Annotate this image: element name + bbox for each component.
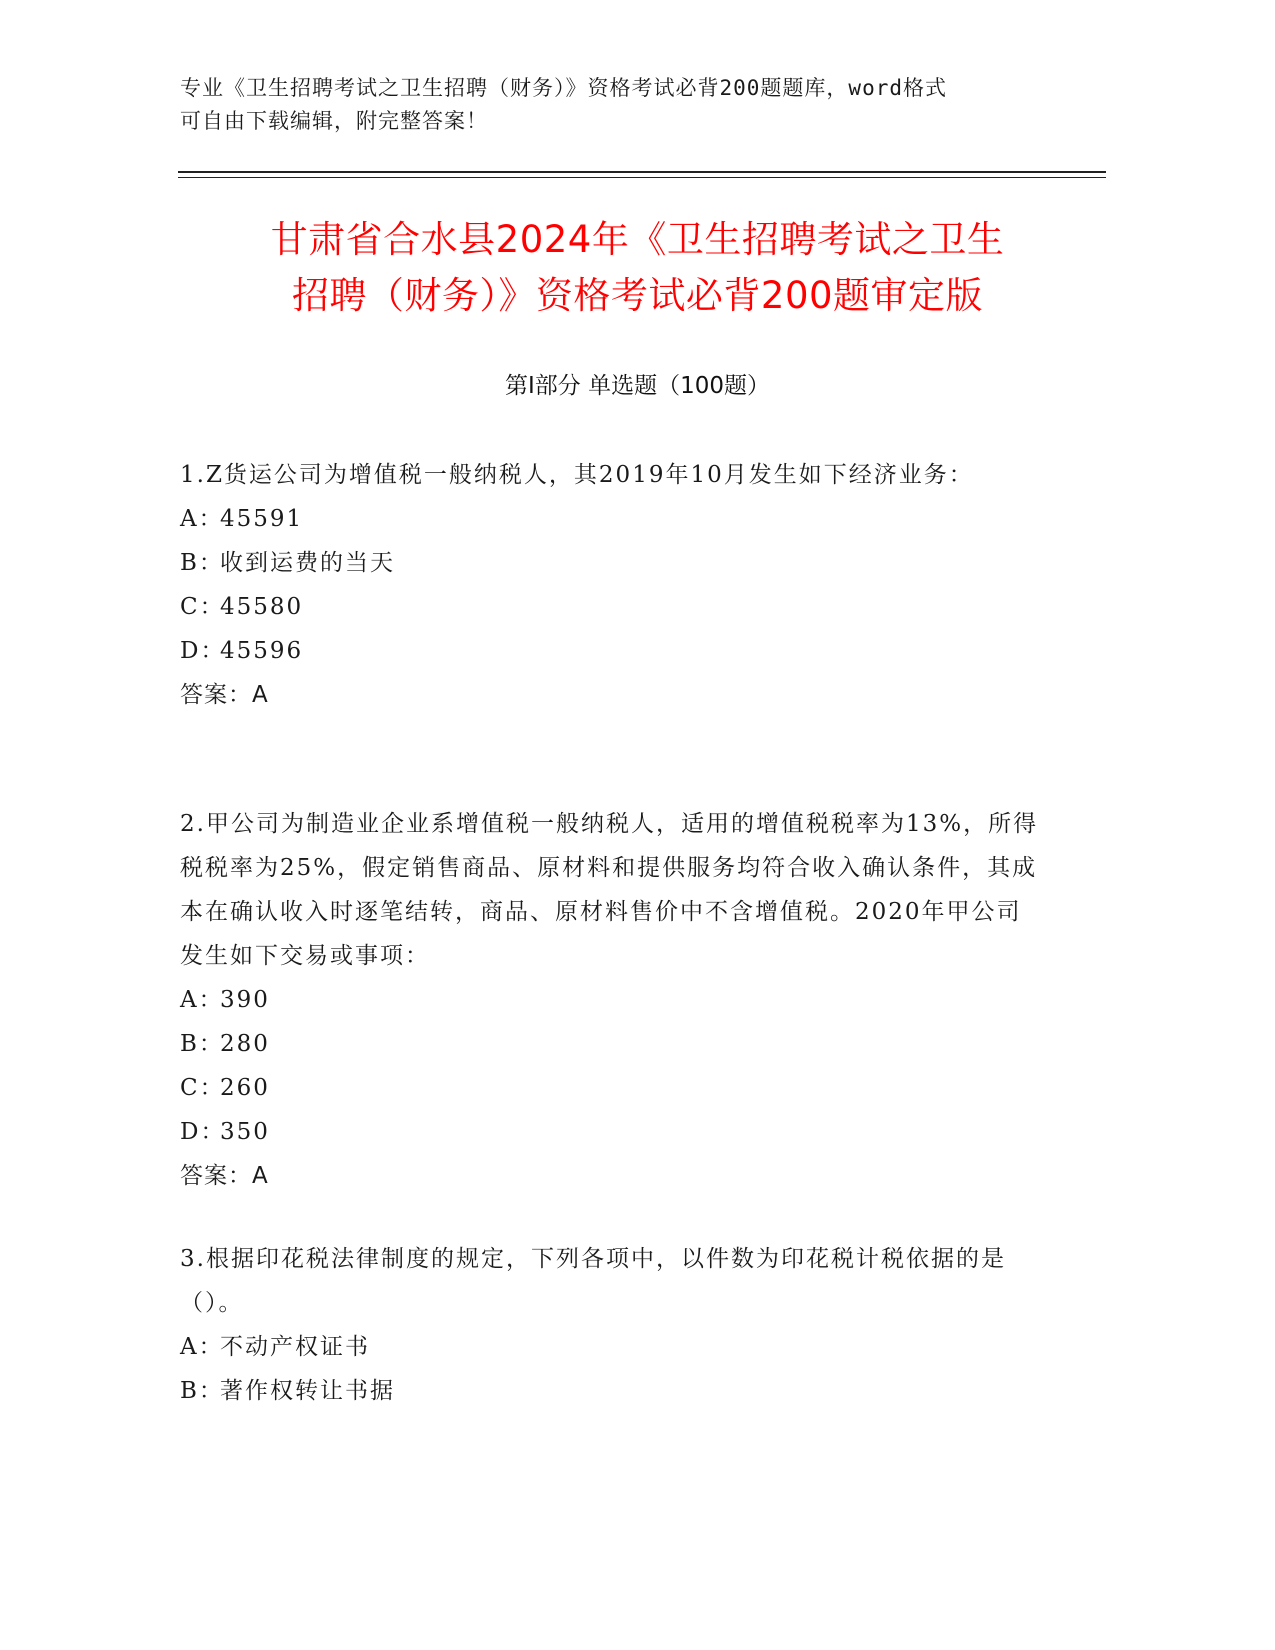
header-divider-thick	[178, 171, 1106, 173]
question-stem: 3.根据印花税法律制度的规定，下列各项中，以件数为印花税计税依据的是（）。	[180, 1246, 1006, 1316]
option-key: B：	[180, 1378, 224, 1404]
question-2	[180, 802, 1040, 1198]
option-key: A：	[180, 506, 224, 532]
option-c	[180, 585, 1040, 629]
question-stem: 1.Z货运公司为增值税一般纳税人，其2019年10月发生如下经济业务：	[180, 462, 974, 488]
header-note-line-2: 可自由下载编辑，附完整答案！	[180, 109, 488, 133]
option-d	[180, 629, 1040, 673]
option-text: 著作权转让书据	[220, 1378, 395, 1404]
section-heading: 第Ⅰ部分 单选题（100题）	[505, 373, 770, 399]
document-title-line-1: 甘肃省合水县2024年《卫生招聘考试之卫生	[270, 218, 1005, 261]
option-key: B：	[180, 550, 224, 576]
option-text: 收到运费的当天	[220, 550, 395, 576]
answer: 答案：A	[180, 682, 269, 708]
option-key: D：	[180, 1119, 226, 1145]
document-title-line-2: 招聘（财务）》资格考试必背200题审定版	[291, 274, 984, 317]
question-1	[180, 453, 1040, 717]
option-key: C：	[180, 594, 225, 620]
option-key: C：	[180, 1075, 225, 1101]
option-a	[180, 1325, 1040, 1369]
option-key: D：	[180, 638, 226, 664]
option-b	[180, 1022, 1040, 1066]
option-key: A：	[180, 1334, 224, 1360]
header-note-line-1: 专业《卫生招聘考试之卫生招聘（财务）》资格考试必背200题题库，word格式	[180, 76, 947, 100]
option-text: 390	[220, 987, 270, 1013]
option-c	[180, 1066, 1040, 1110]
option-text: 45580	[220, 594, 304, 620]
option-d	[180, 1110, 1040, 1154]
option-text: 45596	[220, 638, 304, 664]
option-text: 260	[220, 1075, 270, 1101]
option-key: B：	[180, 1031, 224, 1057]
option-a	[180, 497, 1040, 541]
option-text: 280	[220, 1031, 270, 1057]
option-b	[180, 541, 1040, 585]
option-b	[180, 1369, 1040, 1413]
option-a	[180, 978, 1040, 1022]
answer: 答案：A	[180, 1163, 269, 1189]
option-text: 不动产权证书	[220, 1334, 370, 1360]
option-text: 350	[220, 1119, 270, 1145]
document-title	[150, 212, 1125, 324]
header-divider-thin	[178, 177, 1106, 178]
question-3	[180, 1237, 1040, 1413]
option-key: A：	[180, 987, 224, 1013]
option-text: 45591	[220, 506, 304, 532]
question-stem: 2.甲公司为制造业企业系增值税一般纳税人，适用的增值税税率为13%，所得税税率为25%，假定销售商品、原材料和提供服务均符合收入确认条件，其成本在确认收入时逐笔结转，商品、原材料售价中不含增值税。2020年甲公司发生如下交易或事项：	[180, 811, 1039, 969]
document-header-note	[180, 72, 1030, 138]
